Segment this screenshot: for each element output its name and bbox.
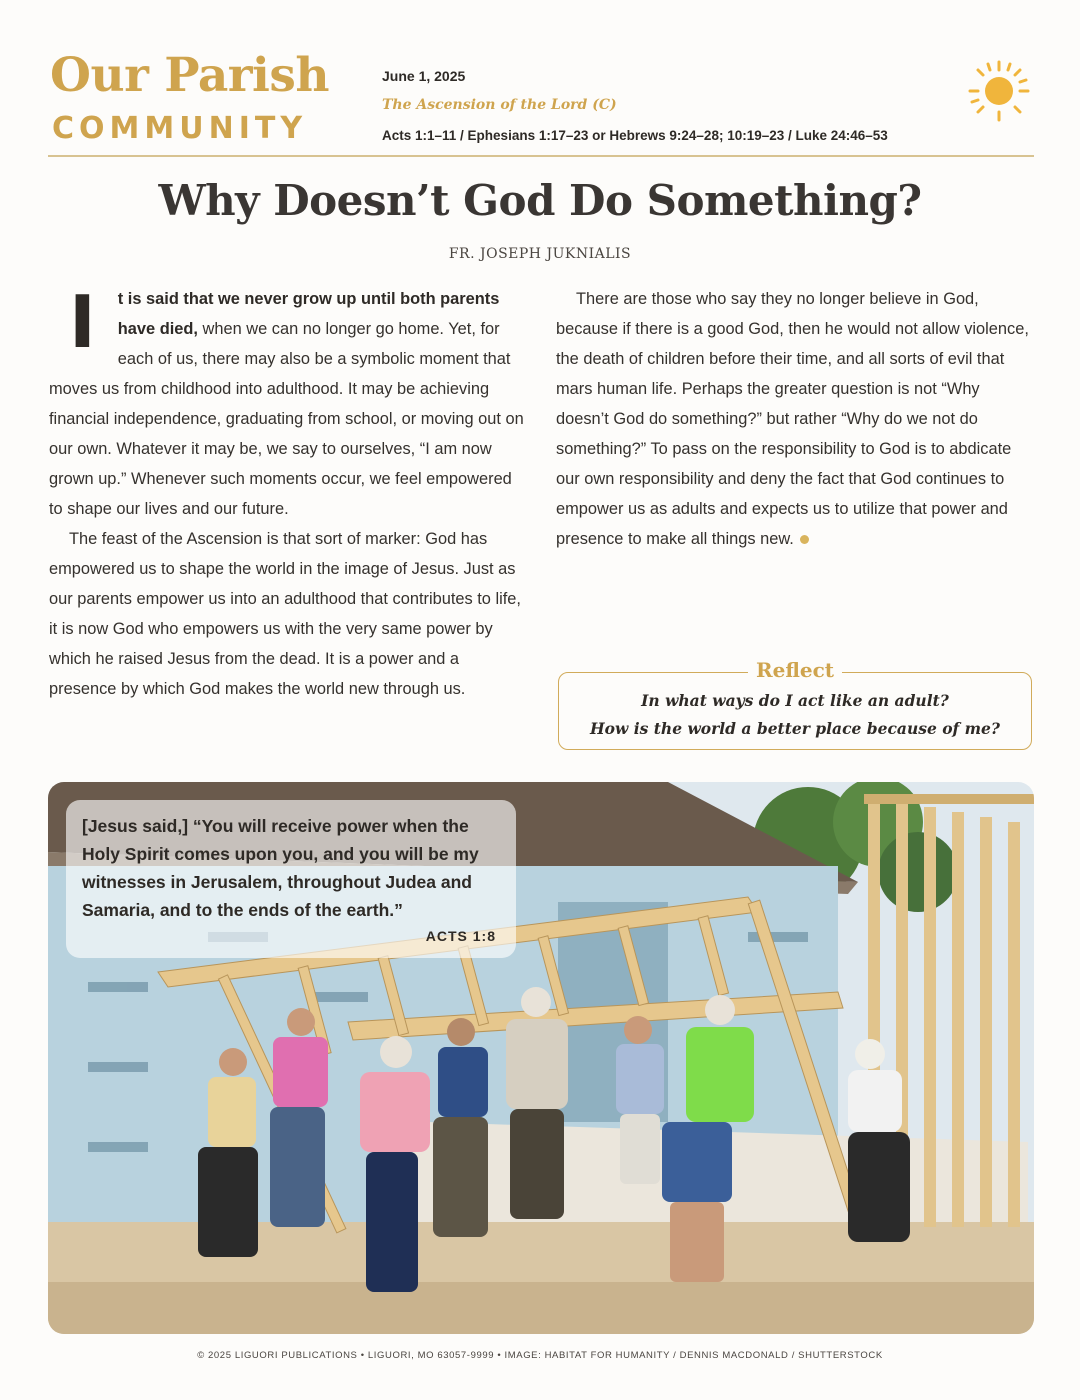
article-paragraph-2: The feast of the Ascension is that sort of marker: God has empowered us to shape the world in the image of Jesus. Just as our parents empower us into an adulthood that contributes to life, it is now God who empowers us with the very same power by which he raised Jesus from the dead. It is a power and a presence by which God makes the world new through us. bbox=[49, 530, 521, 698]
brand-subtitle: COMMUNITY bbox=[52, 111, 308, 146]
reflect-question-1: In what ways do I act like an adult? bbox=[641, 691, 949, 710]
scripture-citation: ACTS 1:8 bbox=[425, 928, 496, 944]
sun-icon bbox=[966, 58, 1032, 124]
paragraph-3-text: There are those who say they no longer believe in God, because if there is a good God, then he would not allow violence, the death of children before their time, and all sorts of evil that mars human life. Perhaps the greater question is not “Why doesn’t God do something?” but rather “Why do we not do something?” To pass on the responsibility to God is to abdicate our own responsibility and deny the fact that God continues to empower us as adults and expects us to utilize that power and presence to make all things new. bbox=[556, 290, 1029, 548]
paragraph-1-text: when we can no longer go home. Yet, for each of us, there may also be a symbolic moment that moves us from childhood into adulthood. It may be achieving financial independence, graduating from school, or moving out on our own. Whatever it may be, we say to ourselves, “I am now grown up.” Whenever such moments occur, we feel empowered to shape our lives and our future. bbox=[49, 320, 524, 518]
reflect-question-2: How is the world a better place because of me? bbox=[590, 719, 1000, 738]
issue-date: June 1, 2025 bbox=[382, 68, 466, 84]
article-title: Why Doesn’t God Do Something? bbox=[158, 176, 922, 225]
article-column-left bbox=[49, 280, 527, 704]
lead-in: t is said that we never grow up until both parents have died, bbox=[117, 290, 500, 338]
copyright-credits: © 2025 LIGUORI PUBLICATIONS • LIGUORI, MO 63057-9999 • IMAGE: HABITAT FOR HUMANITY / DENNIS MACDONALD / SHUTTERSTOCK bbox=[197, 1350, 883, 1361]
drop-cap: I bbox=[69, 280, 96, 364]
article-column-right bbox=[556, 284, 1034, 554]
reflect-box bbox=[558, 658, 1032, 750]
issue-readings: Acts 1:1–11 / Ephesians 1:17–23 or Hebrews 9:24–28; 10:19–23 / Luke 24:46–53 bbox=[382, 128, 888, 143]
end-mark-icon bbox=[800, 535, 809, 544]
article-paragraph-3 bbox=[556, 284, 1034, 554]
masthead-divider bbox=[48, 155, 1034, 157]
article-paragraph-1 bbox=[49, 280, 527, 524]
scripture-quote-card bbox=[66, 800, 516, 958]
article-byline: FR. JOSEPH JUKNIALIS bbox=[448, 246, 632, 262]
brand-title: Our Parish bbox=[50, 48, 330, 103]
issue-feast: The Ascension of the Lord (C) bbox=[382, 97, 617, 113]
masthead bbox=[48, 48, 1034, 156]
reflect-title: Reflect bbox=[748, 657, 842, 683]
scripture-quote-text: [Jesus said,] “You will receive power when the Holy Spirit comes upon you, and you will be my witnesses in Jerusalem, throughout Judea and Samaria, and to the ends of the earth.” bbox=[82, 816, 479, 920]
